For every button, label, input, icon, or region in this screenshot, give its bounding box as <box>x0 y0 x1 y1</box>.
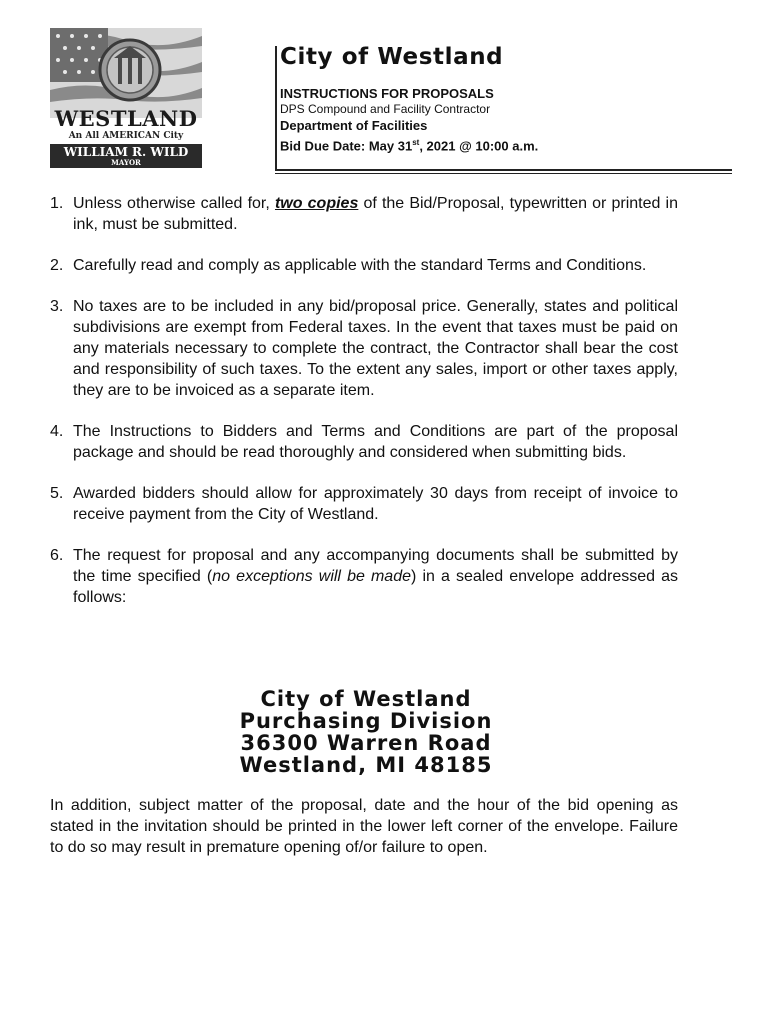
city-logo <box>50 28 202 168</box>
address-line: Purchasing Division <box>239 709 493 733</box>
header-vertical-divider <box>275 46 277 170</box>
header-department: Department of Facilities <box>280 118 428 133</box>
list-item: 6. The request for proposal and any accompanying documents shall be submitted by the time specified (no exceptions will be made) in a sealed envelope addressed as follows: <box>50 547 679 606</box>
list-item: 5. Awarded bidders should allow for approximately 30 days from receipt of invoice to receive payment from the City of Westland. <box>50 485 678 523</box>
list-item: 1. Unless otherwise called for, two copies of the Bid/Proposal, typewritten or printed in ink, must be submitted. <box>50 195 679 233</box>
logo-mayor-name: WILLIAM R. WILD <box>63 145 189 159</box>
address-line: 36300 Warren Road <box>240 731 492 755</box>
address-line: City of Westland <box>260 687 472 711</box>
header-project-name: DPS Compound and Facility Contractor <box>280 102 491 116</box>
logo-tagline: An All AMERICAN City <box>68 131 184 141</box>
header-document-title: INSTRUCTIONS FOR PROPOSALS <box>280 86 494 101</box>
header-rule-thin <box>275 173 732 174</box>
emphasis-no-exceptions: no exceptions will be made <box>212 568 412 585</box>
list-item: 4. The Instructions to Bidders and Terms and Conditions are part of the proposal package and should be read thoroughly and considered when submitting bids. <box>50 423 678 461</box>
header-city-title: City of Westland <box>280 44 504 70</box>
address-line: Westland, MI 48185 <box>239 753 493 777</box>
list-item: 3. No taxes are to be included in any bid/proposal price. Generally, states and political subdivisions are exempt from Federal taxes. In the event that taxes must be paid on any materials necessary to complete the contract, the Contractor shall bear the cost and responsibility of such taxes. To the extent any sales, import or other taxes apply, they are to be invoiced as a separate item. <box>50 298 678 399</box>
list-item: 2. Carefully read and comply as applicable with the standard Terms and Conditions. <box>50 257 647 274</box>
closing-paragraph: In addition, subject matter of the proposal, date and the hour of the bid opening as stated in the invitation should be printed in the lower left corner of the envelope. Failure to do so may result in premature opening of/or failure to open. <box>50 797 678 856</box>
mailing-address <box>0 688 732 776</box>
emphasis-two-copies: two copies <box>274 195 359 212</box>
header-rule-thick <box>275 169 732 171</box>
instructions-list <box>50 193 678 628</box>
logo-mayor-title: MAYOR <box>111 158 141 167</box>
flag-emblem-icon <box>50 28 202 118</box>
logo-city-name: WESTLAND <box>54 106 198 131</box>
document-header <box>280 42 720 155</box>
logo-mayor-banner <box>50 144 202 168</box>
header-due-date: Bid Due Date: May 31st, 2021 @ 10:00 a.m. <box>280 138 539 154</box>
